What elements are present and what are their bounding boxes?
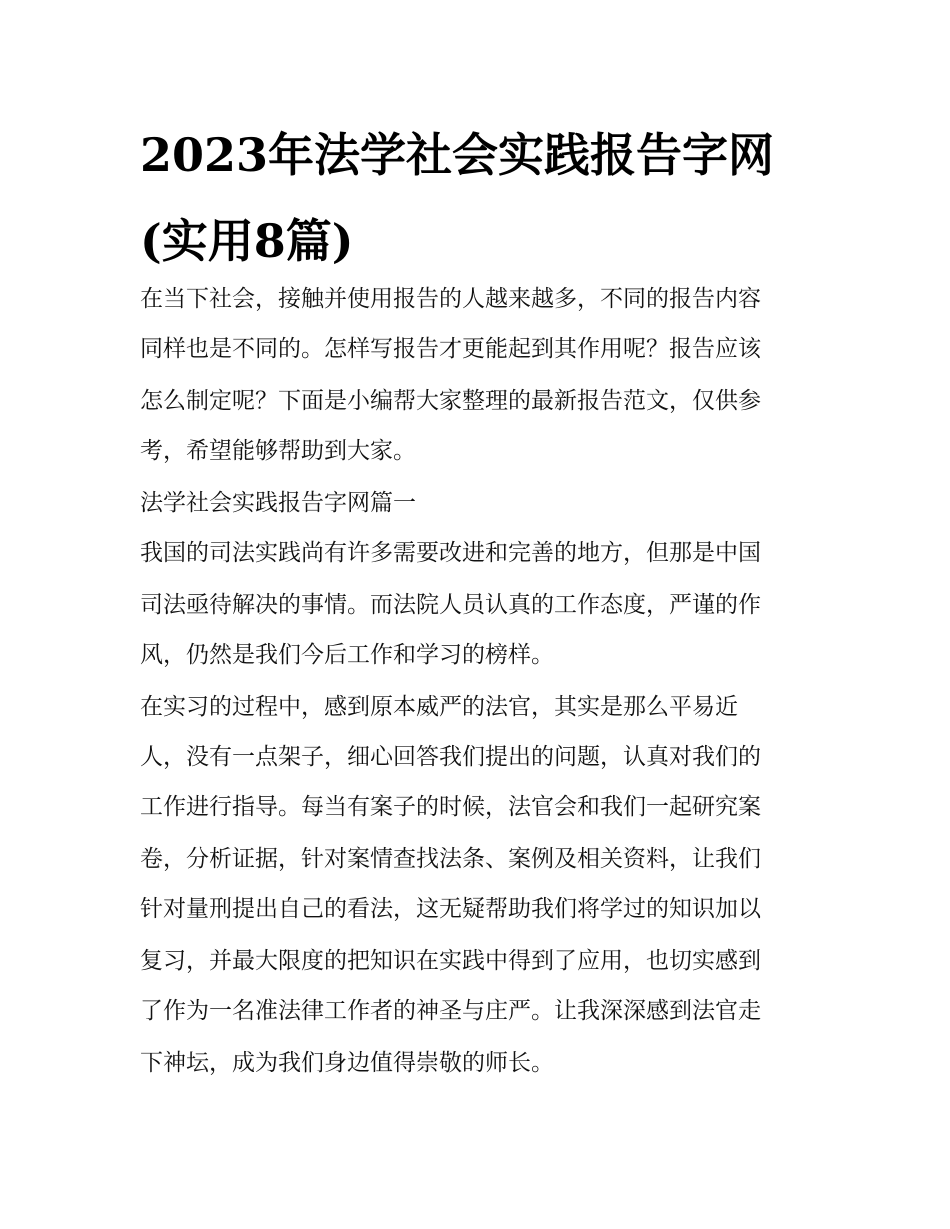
section-heading: 法学社会实践报告字网篇一 [140,490,416,516]
paragraph-line: 在当下社会，接触并使用报告的人越来越多，不同的报告内容 [140,286,761,312]
paragraph-line: 卷，分析证据，针对案情查找法条、案例及相关资料，让我们 [140,846,761,872]
paragraph-line: 人，没有一点架子，细心回答我们提出的问题，认真对我们的 [140,744,761,770]
paragraph-line: 针对量刑提出自己的看法，这无疑帮助我们将学过的知识加以 [140,896,761,922]
paragraph-line: 了作为一名准法律工作者的神圣与庄严。让我深深感到法官走 [140,998,761,1024]
paragraph-line: 考，希望能够帮助到大家。 [140,438,416,464]
paragraph-line: 同样也是不同的。怎样写报告才更能起到其作用呢？报告应该 [140,336,761,362]
paragraph-line: 在实习的过程中，感到原本威严的法官，其实是那么平易近 [140,694,738,720]
title-line-2: (实用8篇) [140,214,354,268]
paragraph-line: 工作进行指导。每当有案子的时候，法官会和我们一起研究案 [140,794,761,820]
paragraph-line: 怎么制定呢？下面是小编帮大家整理的最新报告范文，仅供参 [140,388,761,414]
document-title [140,112,820,284]
paragraph-line: 司法亟待解决的事情。而法院人员认真的工作态度，严谨的作 [140,592,761,618]
paragraph-line: 下神坛，成为我们身边值得崇敬的师长。 [140,1050,554,1076]
title-line-1: 2023年法学社会实践报告字网 [140,128,775,182]
paragraph-line: 风，仍然是我们今后工作和学习的榜样。 [140,642,554,668]
paragraph-line: 复习，并最大限度的把知识在实践中得到了应用，也切实感到 [140,948,761,974]
paragraph-line: 我国的司法实践尚有许多需要改进和完善的地方，但那是中国 [140,540,761,566]
